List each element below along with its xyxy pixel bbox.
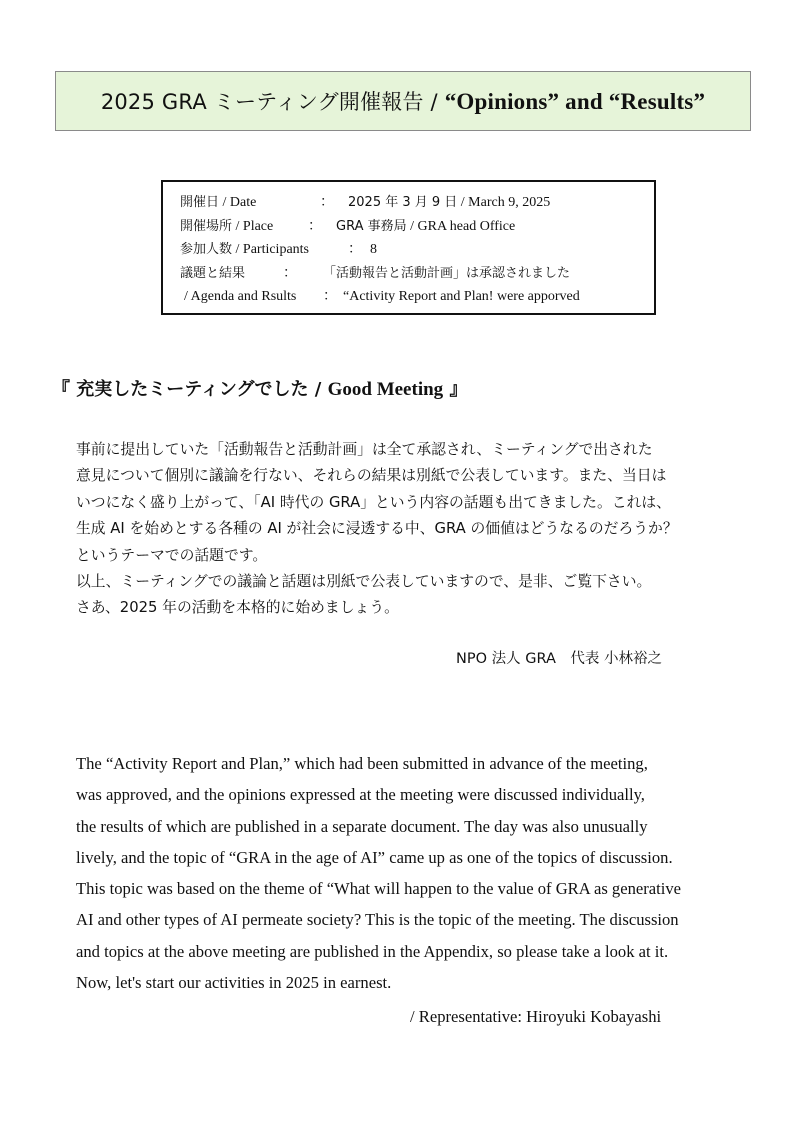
info-label-en: / Place bbox=[232, 218, 274, 234]
info-value-en: / March 9, 2025 bbox=[457, 195, 551, 210]
info-value-en: 8 bbox=[370, 242, 377, 258]
en-paragraph-line: lively, and the topic of “GRA in the age of AI” came up as one of the topics of discussion. bbox=[76, 847, 673, 867]
info-colon: ： bbox=[283, 265, 297, 281]
jp-paragraph-line: 意見について個別に議論を行ない、それらの結果は別紙で公表しています。また、当日は bbox=[76, 467, 667, 485]
report-title-jp: 2025 GRA ミーティング開催報告 / bbox=[100, 90, 445, 114]
report-title-en: “Opinions” and “Results” bbox=[444, 89, 706, 114]
info-value-jp: 2025 年 3 月 9 日 bbox=[348, 195, 458, 210]
japanese-body bbox=[76, 437, 766, 622]
jp-paragraph-line: さあ、2025 年の活動を本格的に始めましょう。 bbox=[76, 599, 399, 617]
heading-en: Good Meeting bbox=[327, 379, 444, 400]
info-colon: ： bbox=[323, 289, 337, 305]
en-paragraph-line: was approved, and the opinions expressed at the meeting were discussed individually, bbox=[76, 785, 645, 805]
jp-paragraph-line: いつになく盛り上がって、「AI 時代の GRA」という内容の話題も出てきました。これは、 bbox=[76, 493, 671, 511]
en-paragraph-line: AI and other types of AI permeate society? This is the topic of the meeting. The discussion bbox=[76, 910, 679, 930]
info-row-date bbox=[180, 191, 654, 215]
jp-signature: NPO 法人 GRA 代表 小林裕之 bbox=[456, 651, 662, 667]
info-label-jp: 開催場所 bbox=[180, 218, 233, 234]
report-title bbox=[101, 86, 705, 116]
info-value-en: “Activity Report and Plan! were apporved bbox=[343, 289, 580, 305]
info-row-participants bbox=[180, 238, 654, 262]
report-title-banner bbox=[55, 71, 751, 131]
info-label-jp: 参加人数 bbox=[180, 242, 233, 258]
heading-open-bracket: 『 bbox=[52, 379, 77, 400]
info-row-place bbox=[180, 215, 654, 239]
info-colon: ： bbox=[348, 242, 362, 258]
jp-paragraph-line: 生成 AI を始めとする各種の AI が社会に浸透する中、GRA の価値はどうなるのだろうか？ bbox=[76, 520, 678, 538]
info-value-jp: GRA 事務局 bbox=[336, 218, 407, 234]
info-label-jp: 開催日 bbox=[180, 195, 220, 210]
info-value-jp: 「活動報告と活動計画」は承認されました bbox=[323, 265, 571, 281]
section-heading bbox=[52, 375, 467, 401]
jp-paragraph-line: というテーマでの話題です。 bbox=[76, 546, 268, 564]
info-label-en: / Date bbox=[219, 195, 257, 210]
jp-paragraph-line: 以上、ミーティングでの議論と話題は別紙で公表していますので、是非、ご覧下さい。 bbox=[76, 572, 652, 590]
en-signature: / Representative: Hiroyuki Kobayashi bbox=[410, 1007, 662, 1026]
info-label-en: / Participants bbox=[232, 242, 310, 258]
english-body bbox=[76, 748, 756, 998]
info-colon: ： bbox=[308, 218, 322, 234]
en-paragraph-line: The “Activity Report and Plan,” which had been submitted in advance of the meeting, bbox=[76, 754, 648, 773]
en-paragraph-line: This topic was based on the theme of “What will happen to the value of GRA as generative bbox=[76, 879, 682, 899]
jp-paragraph-line: 事前に提出していた「活動報告と活動計画」は全て承認され、ミーティングで出された bbox=[76, 441, 653, 458]
info-label-jp: 議題と結果 bbox=[180, 265, 246, 281]
en-paragraph-line: the results of which are published in a separate document. The day was also unusually bbox=[76, 816, 648, 836]
info-label-en: / Agenda and Rsults bbox=[184, 289, 297, 305]
info-colon: ： bbox=[320, 195, 334, 210]
heading-jp: 充実したミーティングでした / bbox=[76, 379, 328, 400]
info-value-en: / GRA head Office bbox=[406, 218, 516, 234]
info-row-agenda-jp bbox=[180, 262, 654, 286]
meeting-info-box bbox=[161, 180, 656, 315]
heading-close-bracket: 』 bbox=[443, 379, 468, 400]
info-row-agenda-en bbox=[180, 285, 654, 309]
en-paragraph-line: and topics at the above meeting are published in the Appendix, so please take a look at it. bbox=[76, 941, 669, 961]
en-paragraph-line: Now, let's start our activities in 2025 in earnest. bbox=[76, 973, 392, 993]
